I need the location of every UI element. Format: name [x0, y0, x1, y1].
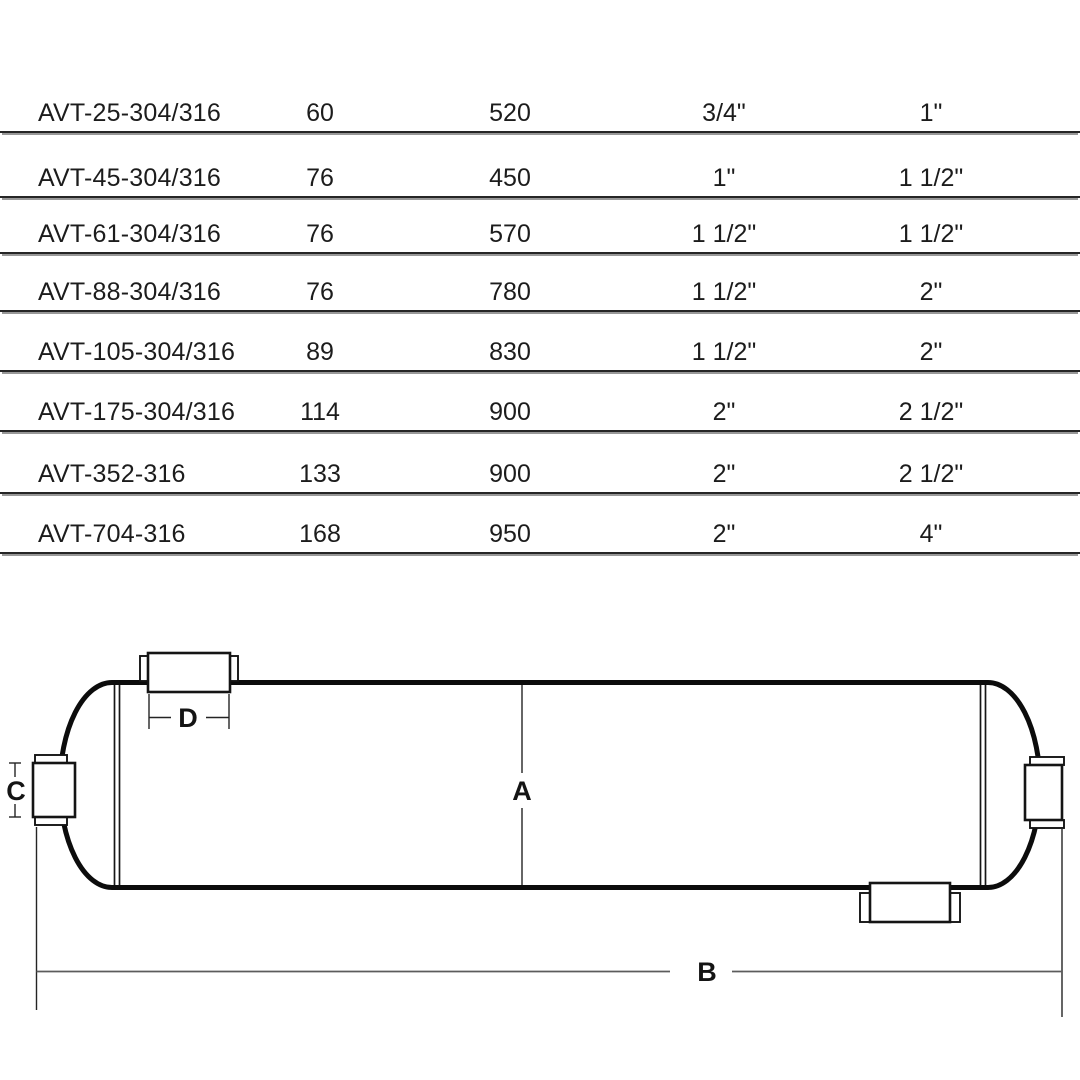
value-cell: 2 1/2" [898, 460, 964, 488]
value-cell: 1" [919, 99, 943, 127]
value-cell: 2" [712, 398, 736, 426]
value-cell: 1 1/2" [898, 164, 964, 192]
model-cell: AVT-25-304/316 [38, 99, 222, 127]
top-nozzle [140, 653, 238, 692]
value-cell: 570 [489, 220, 531, 248]
dim-b-label: B [697, 957, 717, 987]
value-cell: 830 [489, 338, 531, 366]
dim-a-label: A [512, 776, 532, 806]
value-cell: 780 [489, 278, 531, 306]
model-cell: AVT-61-304/316 [38, 220, 222, 248]
value-cell: 950 [489, 520, 531, 548]
value-cell: 1 1/2" [691, 338, 757, 366]
value-cell: 168 [299, 520, 341, 548]
model-cell: AVT-45-304/316 [38, 164, 222, 192]
value-cell: 89 [306, 338, 334, 366]
value-cell: 450 [489, 164, 531, 192]
value-cell: 2" [919, 278, 943, 306]
value-cell: 1 1/2" [691, 278, 757, 306]
value-cell: 2" [712, 520, 736, 548]
value-cell: 2 1/2" [898, 398, 964, 426]
model-cell: AVT-175-304/316 [38, 398, 236, 426]
left-port [33, 755, 75, 825]
value-cell: 1 1/2" [898, 220, 964, 248]
dim-d-label: D [178, 703, 198, 733]
bottom-nozzle [860, 883, 960, 922]
value-cell: 76 [306, 220, 334, 248]
value-cell: 76 [306, 164, 334, 192]
model-cell: AVT-352-316 [38, 460, 186, 488]
dim-c-label: C [6, 776, 26, 806]
model-cell: AVT-88-304/316 [38, 278, 222, 306]
value-cell: 1" [712, 164, 736, 192]
dim-c [6, 763, 26, 817]
right-port [1025, 757, 1064, 828]
value-cell: 2" [919, 338, 943, 366]
value-cell: 4" [919, 520, 943, 548]
value-cell: 900 [489, 460, 531, 488]
vessel-outline [60, 683, 1040, 888]
value-cell: 76 [306, 278, 334, 306]
model-cell: AVT-704-316 [38, 520, 186, 548]
value-cell: 114 [300, 398, 340, 426]
value-cell: 133 [299, 460, 341, 488]
value-cell: 900 [489, 398, 531, 426]
value-cell: 1 1/2" [691, 220, 757, 248]
value-cell: 520 [489, 99, 531, 127]
value-cell: 2" [712, 460, 736, 488]
value-cell: 60 [306, 99, 334, 127]
model-cell: AVT-105-304/316 [38, 338, 236, 366]
value-cell: 3/4" [702, 99, 746, 127]
